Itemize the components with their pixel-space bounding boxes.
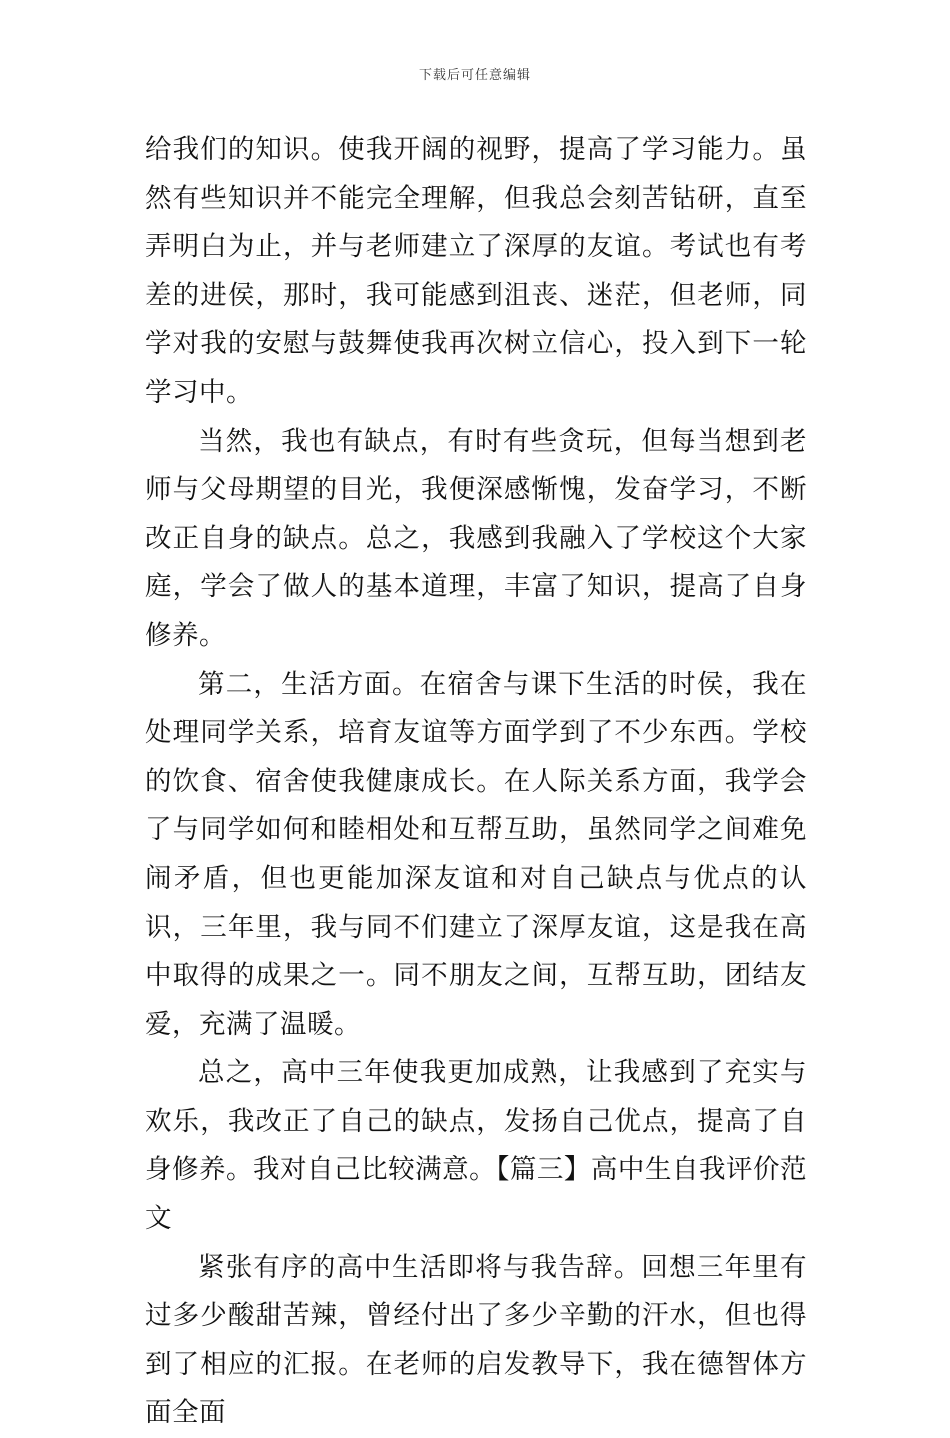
document-body — [145, 126, 807, 1438]
paragraph-4: 总之，高中三年使我更加成熟，让我感到了充实与欢乐，我改正了自己的缺点，发扬自己优点，提高了自身修养。我对自己比较满意。【篇三】高中生自我评价范文 — [145, 1057, 807, 1235]
paragraph-1: 给我们的知识。使我开阔的视野，提高了学习能力。虽然有些知识并不能完全理解，但我总会刻苦钻研，直至弄明白为止，并与老师建立了深厚的友谊。考试也有考差的进侯，那时，我可能感到沮丧、迷茫，但老师，同学对我的安慰与鼓舞使我再次树立信心，投入到下一轮学习中。 — [145, 134, 807, 408]
paragraph-2: 当然，我也有缺点，有时有些贪玩，但每当想到老师与父母期望的目光，我便深感惭愧，发奋学习，不断改正自身的缺点。总之，我感到我融入了学校这个大家庭，学会了做人的基本道理，丰富了知识，提高了自身修养。 — [145, 425, 807, 651]
paragraph-5: 紧张有序的高中生活即将与我告辞。回想三年里有过多少酸甜苦辣，曾经付出了多少辛勤的汗水，但也得到了相应的汇报。在老师的启发教导下，我在德智体方面全面 — [145, 1251, 807, 1429]
header-note: 下载后可任意编辑 — [418, 68, 531, 83]
paragraph-3: 第二，生活方面。在宿舍与课下生活的时侯，我在处理同学关系，培育友谊等方面学到了不少东西。学校的饮食、宿舍使我健康成长。在人际关系方面，我学会了与同学如何和睦相处和互帮互助，虽然同学之间难免闹矛盾，但也更能加深友谊和对自己缺点与优点的认识，三年里，我与同不们建立了深厚友谊，这是我在高中取得的成果之一。同不朋友之间，互帮互助，团结友爱，充满了温暖。 — [145, 668, 807, 1040]
